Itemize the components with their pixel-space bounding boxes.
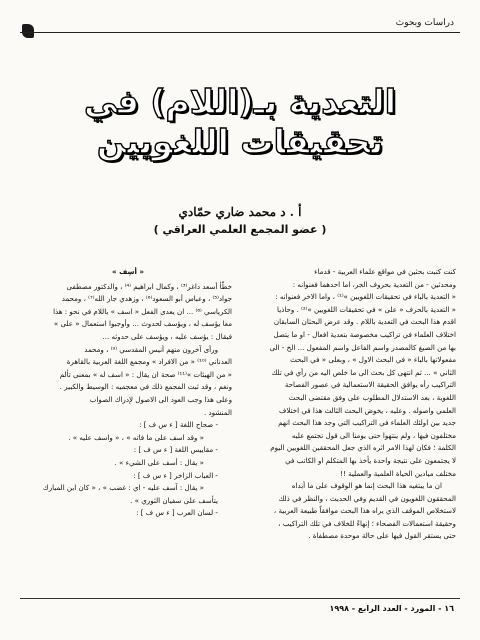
article-title-line-2: تحقيقات اللغويين <box>96 122 384 161</box>
section-label: دراسات وبحوث <box>395 18 454 28</box>
body-line: وحقيقة استعمالات الفصحاء ؛ إنهاءً للخلاف في تلك التراكيب ، <box>278 518 456 528</box>
article-title-line-1: التعدية بـ(اللام) في <box>83 82 397 121</box>
body-line: معا يؤسف له ، ويؤسف لحدوث ... وأوجبوا استعمال « على » <box>53 319 232 329</box>
body-line: مفعولاتها بالباء « في البحث الاول » ، وبعلى « في البحث <box>290 355 456 365</box>
body-line: اللغوية ، بعد الاستدلال المطلوب على وفق مقتضى البحث <box>288 392 456 402</box>
author-name: أ . د محمد ضاري حمّادي <box>178 205 302 219</box>
body-line: ومحدثين - من التعدية بحروف الجر، اما احدهما فعنوانه : <box>292 279 456 289</box>
header-divider <box>20 32 460 33</box>
body-line: جواد⁽⁵⁾ ، وعباس أبو السعود⁽⁶⁾ ، وزهدي جار الله⁽⁷⁾ ، ومحمد <box>61 294 232 304</box>
body-line: ونغم ، وقد ثبت المجمع ذلك في معجميه : الوسيط والكبير . <box>59 382 232 392</box>
citation-line: « يقال : أسف على الشيء » . <box>114 457 204 467</box>
citation-line: « يقال : آسف عليه - اي : غضب » ، « كان ابن المبارك <box>42 483 204 493</box>
body-line: اقدم هذا البحث في التعدية باللام . وقد عرض البحثان السابقان <box>273 317 456 327</box>
body-line: التراكيب رأه يوافق الحقيقة الاستعمالية في عصور الفصاحة <box>284 380 456 390</box>
body-line: كنت كتبت بحثين في مواقع علماء العربية - قدماء <box>314 267 456 276</box>
body-line: لاستخلاص الموقف الذي يراه هذا البحث موافقاً طبيعة العربية ، <box>273 506 456 516</box>
body-line: « من الهيئات »⁽¹¹⁾ صحة ان يقال : « اسف له » بمعنى تألم <box>59 369 232 379</box>
body-line: الكرياسي ⁽⁸⁾ ... ان يعدى الفعل « اسف » باللام في نحو : هذا <box>53 306 232 316</box>
citation-line: - مقاييس اللغة [ ء س ف ] : <box>133 445 218 455</box>
citation-line: « وقد اسف على ما فاته » ، « واسف عليه » . <box>68 432 204 442</box>
body-line: خطّأ أسعد داغر⁽³⁾ ، وكمال ابراهيم ⁽⁴⁾ ، والدكتور مصطفى <box>66 281 232 291</box>
page-footer: ١٦ - المورد - العدد الرابع - ١٩٩٨ <box>329 604 454 613</box>
right-column <box>248 266 456 582</box>
body-columns <box>24 266 456 582</box>
body-line: بها من الصيغ كالمصدر واسم الفاعل واسم المفعول ... الخ - الى <box>269 342 456 352</box>
body-line: « التعدية بالباء في تحقيقات اللغويين »⁽¹⁾ ، واما الاخر فعنوانه : <box>275 292 456 302</box>
body-line: الثاني » ... ثم انتهى كل بحث الى ما خلص اليه من رأي في تلك <box>271 367 456 377</box>
body-line: « التعدية بالحرف « على » في تحقيقات اللغويين »⁽²⁾ . وحاذيا <box>277 304 456 314</box>
citation-line: - لسان العرب [ ء س ف ] : <box>136 508 218 518</box>
author-block <box>60 205 420 236</box>
body-line: مختلفون فيها ، ولم ينتهوا حتى يومنا الى قول تجتمع عليه <box>291 430 456 440</box>
footer-divider <box>20 598 460 599</box>
left-column <box>24 266 232 582</box>
body-line: وعلى هذا وجب العود الى الاصول لإدراك الصواب <box>89 394 232 404</box>
body-line: العدناني ⁽¹⁰⁾ « من الافراد » ومجمع اللغة العربية بالقاهرة <box>66 357 232 367</box>
body-line: الكلمة ؛ فكان لهذا الامر اثره الذي جعل المحققين اللغويين اليوم <box>270 443 456 453</box>
body-line: المنشود . <box>203 407 232 417</box>
citation-line: - صحاح اللغة [ ء س ف ] : <box>139 420 218 430</box>
header-ornament-icon <box>22 24 34 38</box>
body-line: لا يجتمعون على نتيجة واحدة يأخذ بها المتكلم او الكاتب في <box>285 455 456 465</box>
body-line: فيقال : يؤسف عليه ، ويؤسف على حدوثه ... <box>102 331 232 341</box>
citation-line: يتأسف على سفيان الثوري » . <box>130 495 218 505</box>
body-line: حتى يستقر القول فيها على حالة موحدة مصطفاة . <box>308 531 456 541</box>
body-line: جديد بين اولئك العلماء في التراكيب التي وجد هذا البحث انهم <box>278 418 456 428</box>
body-line: ورأى آخرون منهم أنيس المقدسي ⁽⁹⁾ ، ومحمد <box>84 344 218 354</box>
author-affiliation: ( عضو المجمع العلمي العراقي ) <box>153 223 327 236</box>
citation-line: - العباب الزاخر [ ء س ف ] : <box>133 470 218 480</box>
body-line: مختلف ميادين الحياة العلمية والعملية !! <box>340 468 456 478</box>
body-line: ان ما يبتغيه هذا البحث إنما هو الوقوف على ما أبداه <box>291 481 442 491</box>
article-title <box>40 82 440 162</box>
body-line: العلمي واصوله . وعليه ، يخوض البحث الثالث هذا في اختلاف <box>278 405 456 415</box>
body-line: المحققون اللغويون في القديم وفي الحديث ، والنظر في ذلك <box>278 493 456 503</box>
entry-heading: « أسِف » <box>112 267 144 276</box>
body-line: اختلاف العلماء في تراكيب مخصوصة بتعدية افعال - او ما يتصل <box>273 329 456 339</box>
